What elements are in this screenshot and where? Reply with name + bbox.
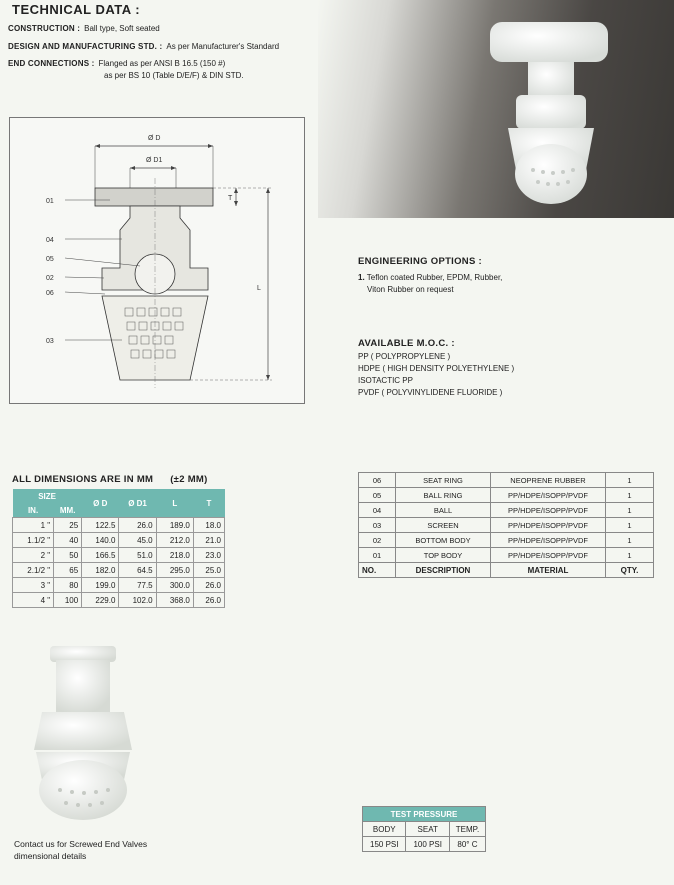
table-cell: PP/HDPE/ISOPP/PVDF	[491, 503, 606, 518]
dim-label-l: L	[257, 285, 261, 292]
table-cell: 77.5	[119, 578, 156, 593]
spec-value: Flanged as per ANSI B 16.5 (150 #)	[98, 59, 226, 68]
table-cell: 45.0	[119, 533, 156, 548]
column-header: T	[193, 489, 224, 518]
table-cell: 1	[606, 473, 654, 488]
table-cell: 1	[606, 533, 654, 548]
table-cell: 02	[359, 533, 396, 548]
table-cell: 18.0	[193, 518, 224, 533]
column-header: L	[156, 489, 193, 518]
footnote-line: Contact us for Screwed End Valves	[14, 839, 148, 849]
table-cell: 40	[54, 533, 82, 548]
table-cell: 26.0	[193, 593, 224, 608]
column-header: NO.	[359, 563, 396, 578]
table-cell: 21.0	[193, 533, 224, 548]
table-cell: 100	[54, 593, 82, 608]
table-cell: 1	[606, 488, 654, 503]
moc-list	[358, 351, 514, 399]
table-cell: 2 "	[13, 548, 54, 563]
table-cell: PP/HDPE/ISOPP/PVDF	[491, 548, 606, 563]
table-cell: PP/HDPE/ISOPP/PVDF	[491, 488, 606, 503]
spec-end-connections	[8, 59, 225, 68]
table-cell: SEAT RING	[396, 473, 491, 488]
item-number: 1.	[358, 273, 365, 282]
table-row	[13, 533, 225, 548]
table-cell: TOP BODY	[396, 548, 491, 563]
spec-value-2: as per BS 10 (Table D/E/F) & DIN STD.	[104, 71, 244, 80]
column-header: QTY.	[606, 563, 654, 578]
table-cell: 1.1/2 "	[13, 533, 54, 548]
table-cell: 1	[606, 518, 654, 533]
table-row	[359, 518, 654, 533]
table-cell: 23.0	[193, 548, 224, 563]
part-label: 02	[46, 275, 54, 282]
table-cell: 01	[359, 548, 396, 563]
table-row	[359, 488, 654, 503]
test-pressure-heading: TEST PRESSURE	[363, 807, 486, 822]
table-cell: 4 "	[13, 593, 54, 608]
table-cell: 80	[54, 578, 82, 593]
table-cell: 1 "	[13, 518, 54, 533]
table-cell: 300.0	[156, 578, 193, 593]
table-cell: 1	[606, 548, 654, 563]
table-cell: 2.1/2 "	[13, 563, 54, 578]
table-cell: 26.0	[119, 518, 156, 533]
spec-design-std	[8, 42, 279, 51]
technical-drawing	[9, 117, 305, 404]
table-cell: 50	[54, 548, 82, 563]
table-cell: 25	[54, 518, 82, 533]
column-header: DESCRIPTION	[396, 563, 491, 578]
table-cell: 03	[359, 518, 396, 533]
part-label: 06	[46, 290, 54, 297]
moc-item: PVDF ( POLYVINYLIDENE FLUORIDE )	[358, 388, 503, 397]
table-cell: 51.0	[119, 548, 156, 563]
footnote-line: dimensional details	[14, 851, 87, 861]
product-photo-bottom	[20, 640, 170, 830]
table-cell: BALL	[396, 503, 491, 518]
table-cell: PP/HDPE/ISOPP/PVDF	[491, 533, 606, 548]
column-header: MM.	[54, 503, 82, 518]
table-cell: 64.5	[119, 563, 156, 578]
table-row	[13, 578, 225, 593]
table-row	[13, 548, 225, 563]
moc-item: PP ( POLYPROPYLENE )	[358, 352, 451, 361]
dim-label-od1: Ø D1	[146, 157, 163, 164]
table-row	[359, 548, 654, 563]
table-cell: 25.0	[193, 563, 224, 578]
table-row	[13, 518, 225, 533]
table-row	[359, 533, 654, 548]
table-cell: 122.5	[82, 518, 119, 533]
table-cell: 212.0	[156, 533, 193, 548]
valve-cross-section	[10, 118, 304, 403]
item-text-2: Viton Rubber on request	[367, 285, 454, 294]
footnote	[14, 838, 147, 862]
column-header: TEMP.	[449, 822, 485, 837]
spec-label: DESIGN AND MANUFACTURING STD. :	[8, 42, 163, 51]
engineering-heading: ENGINEERING OPTIONS :	[358, 256, 483, 267]
tolerance-text: (±2 MM)	[170, 474, 208, 485]
table-row	[13, 593, 225, 608]
table-cell: 26.0	[193, 578, 224, 593]
table-cell: BALL RING	[396, 488, 491, 503]
table-cell: 1	[606, 503, 654, 518]
table-cell: 229.0	[82, 593, 119, 608]
table-cell: 199.0	[82, 578, 119, 593]
table-cell: SCREEN	[396, 518, 491, 533]
spec-label: CONSTRUCTION :	[8, 24, 81, 33]
parts-table	[358, 472, 654, 578]
dim-label-od: Ø D	[148, 135, 161, 142]
spec-value: As per Manufacturer's Standard	[166, 42, 280, 51]
part-label: 04	[46, 237, 54, 244]
engineering-item	[358, 272, 502, 284]
table-cell: 140.0	[82, 533, 119, 548]
part-label: 01	[46, 198, 54, 205]
product-photo-top	[318, 0, 674, 218]
dimensions-heading	[12, 474, 208, 485]
item-text-1: Teflon coated Rubber, EPDM, Rubber,	[366, 273, 503, 282]
page-title: TECHNICAL DATA :	[12, 2, 141, 17]
moc-item: HDPE ( HIGH DENSITY POLYETHYLENE )	[358, 364, 515, 373]
moc-item: ISOTACTIC PP	[358, 376, 413, 385]
foot-valve-screwed-photo	[20, 640, 170, 830]
foot-valve-photo	[318, 0, 674, 218]
dim-label-t: T	[228, 195, 233, 202]
table-cell: 3 "	[13, 578, 54, 593]
table-cell: 100 PSI	[406, 837, 449, 852]
table-cell: 218.0	[156, 548, 193, 563]
table-cell: 06	[359, 473, 396, 488]
table-header-row	[359, 563, 654, 578]
table-cell: PP/HDPE/ISOPP/PVDF	[491, 518, 606, 533]
table-cell: 102.0	[119, 593, 156, 608]
test-pressure-table	[362, 806, 486, 852]
column-header: Ø D1	[119, 489, 156, 518]
table-cell: 189.0	[156, 518, 193, 533]
column-header: Ø D	[82, 489, 119, 518]
table-cell: 05	[359, 488, 396, 503]
column-header: SEAT	[406, 822, 449, 837]
size-header: SIZE	[13, 489, 82, 503]
table-cell: 368.0	[156, 593, 193, 608]
table-row	[13, 563, 225, 578]
table-cell: 150 PSI	[363, 837, 406, 852]
column-header: BODY	[363, 822, 406, 837]
spec-value: Ball type, Soft seated	[84, 24, 160, 33]
spec-construction	[8, 24, 160, 33]
table-cell: BOTTOM BODY	[396, 533, 491, 548]
table-cell: 182.0	[82, 563, 119, 578]
column-header: MATERIAL	[491, 563, 606, 578]
dimensions-table	[12, 489, 225, 608]
spec-label: END CONNECTIONS :	[8, 59, 95, 68]
dimensions-heading-text: ALL DIMENSIONS ARE IN MM	[12, 474, 154, 485]
table-cell: 295.0	[156, 563, 193, 578]
table-row	[359, 503, 654, 518]
column-header: IN.	[13, 503, 54, 518]
part-label: 05	[46, 256, 54, 263]
moc-heading: AVAILABLE M.O.C. :	[358, 338, 455, 349]
table-cell: 80° C	[449, 837, 485, 852]
table-cell: NEOPRENE RUBBER	[491, 473, 606, 488]
table-cell: 04	[359, 503, 396, 518]
table-row	[359, 473, 654, 488]
table-cell: 166.5	[82, 548, 119, 563]
table-cell: 65	[54, 563, 82, 578]
part-label: 03	[46, 338, 54, 345]
